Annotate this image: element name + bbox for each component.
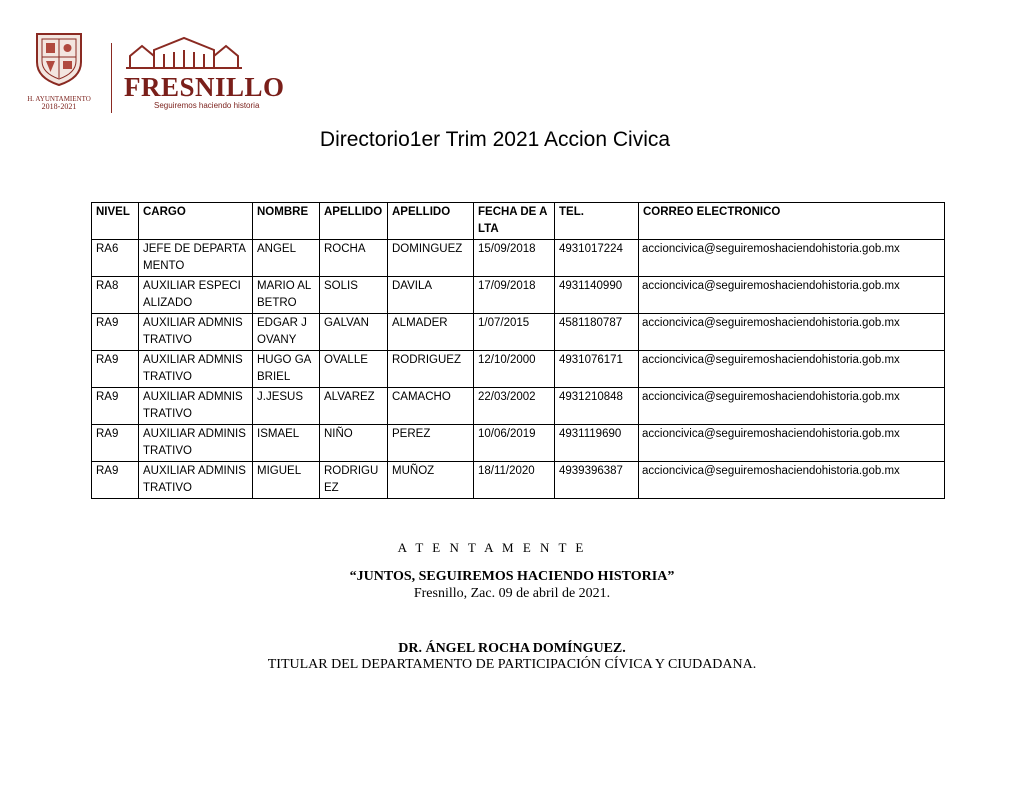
closing-salutation: A T E N T A M E N T E bbox=[397, 540, 587, 555]
column-header: FECHA DE ALTA bbox=[474, 203, 555, 240]
cell-apellido-materno: ALMADER bbox=[388, 314, 474, 351]
cell-nombre: HUGO GABRIEL bbox=[253, 351, 320, 388]
table-row bbox=[92, 277, 945, 314]
table-row bbox=[92, 425, 945, 462]
cell-apellido-materno: RODRIGUEZ bbox=[388, 351, 474, 388]
cell-fecha-alta: 1/07/2015 bbox=[474, 314, 555, 351]
column-header: APELLIDO bbox=[320, 203, 388, 240]
seal-caption bbox=[26, 95, 92, 111]
cell-apellido-paterno: NIÑO bbox=[320, 425, 388, 462]
cell-apellido-materno: DOMINGUEZ bbox=[388, 240, 474, 277]
cell-apellido-materno: CAMACHO bbox=[388, 388, 474, 425]
cell-apellido-paterno: ROCHA bbox=[320, 240, 388, 277]
motto: “JUNTOS, SEGUIREMOS HACIENDO HISTORIA” bbox=[349, 569, 675, 584]
brand-name: FRESNILLO bbox=[124, 72, 285, 102]
cell-nivel: RA9 bbox=[92, 425, 139, 462]
cell-apellido-materno: PEREZ bbox=[388, 425, 474, 462]
logo-divider bbox=[111, 43, 112, 113]
cell-cargo: AUXILIAR ESPECIALIZADO bbox=[139, 277, 253, 314]
cell-cargo: AUXILIAR ADMNISTRATIVO bbox=[139, 314, 253, 351]
cell-nivel: RA8 bbox=[92, 277, 139, 314]
column-header: NOMBRE bbox=[253, 203, 320, 240]
cell-fecha-alta: 17/09/2018 bbox=[474, 277, 555, 314]
table-row bbox=[92, 388, 945, 425]
column-header: CORREO ELECTRONICO bbox=[639, 203, 945, 240]
cell-correo: accioncivica@seguiremoshaciendohistoria.gob.mx bbox=[639, 314, 945, 351]
signer-title: TITULAR DEL DEPARTAMENTO DE PARTICIPACIÓN CÍVICA Y CIUDADANA. bbox=[267, 657, 757, 672]
cell-fecha-alta: 22/03/2002 bbox=[474, 388, 555, 425]
cell-correo: accioncivica@seguiremoshaciendohistoria.gob.mx bbox=[639, 462, 945, 499]
place-date: Fresnillo, Zac. 09 de abril de 2021. bbox=[413, 586, 611, 601]
cell-nivel: RA9 bbox=[92, 462, 139, 499]
cell-nivel: RA9 bbox=[92, 314, 139, 351]
cell-nivel: RA9 bbox=[92, 388, 139, 425]
cell-nivel: RA9 bbox=[92, 351, 139, 388]
table-row bbox=[92, 240, 945, 277]
cell-tel: 4939396387 bbox=[555, 462, 639, 499]
table-row bbox=[92, 314, 945, 351]
cell-correo: accioncivica@seguiremoshaciendohistoria.gob.mx bbox=[639, 240, 945, 277]
cell-nombre: MIGUEL bbox=[253, 462, 320, 499]
cathedral-icon bbox=[124, 34, 244, 70]
cell-fecha-alta: 18/11/2020 bbox=[474, 462, 555, 499]
cell-tel: 4931017224 bbox=[555, 240, 639, 277]
cell-cargo: JEFE DE DEPARTAMENTO bbox=[139, 240, 253, 277]
cell-tel: 4581180787 bbox=[555, 314, 639, 351]
cell-correo: accioncivica@seguiremoshaciendohistoria.gob.mx bbox=[639, 351, 945, 388]
column-header: TEL. bbox=[555, 203, 639, 240]
cell-nombre: ISMAEL bbox=[253, 425, 320, 462]
cell-cargo: AUXILIAR ADMINISTRATIVO bbox=[139, 425, 253, 462]
table-row bbox=[92, 462, 945, 499]
cell-apellido-paterno: GALVAN bbox=[320, 314, 388, 351]
directory-table bbox=[91, 202, 945, 499]
cell-cargo: AUXILIAR ADMINISTRATIVO bbox=[139, 462, 253, 499]
cell-apellido-paterno: ALVAREZ bbox=[320, 388, 388, 425]
cell-apellido-paterno: SOLIS bbox=[320, 277, 388, 314]
cell-tel: 4931076171 bbox=[555, 351, 639, 388]
letterhead-logos bbox=[12, 8, 285, 128]
column-header: NIVEL bbox=[92, 203, 139, 240]
table-row bbox=[92, 351, 945, 388]
cell-correo: accioncivica@seguiremoshaciendohistoria.gob.mx bbox=[639, 425, 945, 462]
cell-nombre: J.JESUS bbox=[253, 388, 320, 425]
cell-correo: accioncivica@seguiremoshaciendohistoria.gob.mx bbox=[639, 277, 945, 314]
seal-years: 2018-2021 bbox=[41, 102, 77, 111]
cell-nombre: MARIO ALBETRO bbox=[253, 277, 320, 314]
cell-nombre: ANGEL bbox=[253, 240, 320, 277]
cell-cargo: AUXILIAR ADMNISTRATIVO bbox=[139, 351, 253, 388]
cell-nivel: RA6 bbox=[92, 240, 139, 277]
page-title: Directorio1er Trim 2021 Accion Civica bbox=[319, 128, 671, 151]
cell-fecha-alta: 12/10/2000 bbox=[474, 351, 555, 388]
cell-tel: 4931119690 bbox=[555, 425, 639, 462]
cell-correo: accioncivica@seguiremoshaciendohistoria.gob.mx bbox=[639, 388, 945, 425]
brand-tagline: Seguiremos haciendo historia bbox=[154, 101, 260, 110]
cell-fecha-alta: 15/09/2018 bbox=[474, 240, 555, 277]
municipal-seal-icon bbox=[29, 28, 89, 88]
cell-tel: 4931210848 bbox=[555, 388, 639, 425]
cell-apellido-paterno: RODRIGUEZ bbox=[320, 462, 388, 499]
seal-caption-text: H. AYUNTAMIENTO bbox=[27, 95, 91, 103]
table-header-row bbox=[92, 203, 945, 240]
cell-apellido-materno: DAVILA bbox=[388, 277, 474, 314]
cell-apellido-materno: MUÑOZ bbox=[388, 462, 474, 499]
cell-apellido-paterno: OVALLE bbox=[320, 351, 388, 388]
cell-nombre: EDGAR JOVANY bbox=[253, 314, 320, 351]
cell-tel: 4931140990 bbox=[555, 277, 639, 314]
column-header: APELLIDO bbox=[388, 203, 474, 240]
cell-cargo: AUXILIAR ADMNISTRATIVO bbox=[139, 388, 253, 425]
column-header: CARGO bbox=[139, 203, 253, 240]
signer-name: DR. ÁNGEL ROCHA DOMÍNGUEZ. bbox=[398, 641, 626, 656]
cell-fecha-alta: 10/06/2019 bbox=[474, 425, 555, 462]
